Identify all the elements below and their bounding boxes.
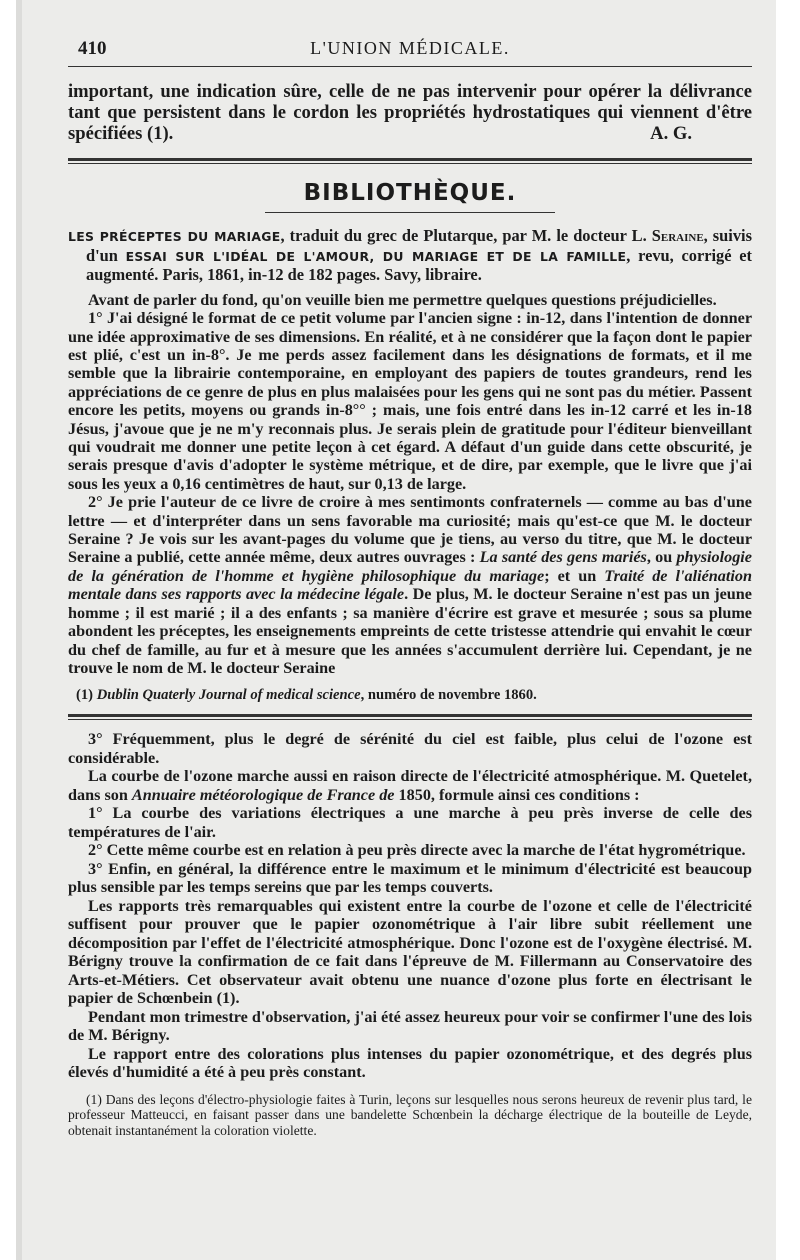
page-number: 410 [78, 38, 107, 59]
previous-article-end [68, 81, 752, 144]
review-paragraph: Avant de parler du fond, qu'on veuille bien me permettre quelques questions préjudicielles. [88, 290, 717, 309]
book-title: LES PRÉCEPTES DU MARIAGE [68, 229, 281, 244]
review-body [68, 291, 752, 678]
header-rule [68, 66, 752, 67]
article-signature: A. G. [650, 123, 692, 144]
article-paragraph: La courbe de l'ozone marche aussi en raison directe de l'électricité atmosphérique. M. Quetelet, dans son Annuaire météorologique de France de 1850, formule ainsi ces conditions : [68, 767, 752, 804]
section-title: BIBLIOTHÈQUE. [303, 180, 517, 206]
review-paragraph: 2° Je prie l'auteur de ce livre de croire à mes sentimonts confraternels — comme au bas d'une lettre — et d'interpréter dans un sens favorable ma curiosité; mais qu'est-ce que M. le docteur Seraine ? Je vois sur les avant-pages du volume que je tiens, au verso du titre, que M. le docteur Seraine a publié, cette année même, deux autres ouvrages : La santé des gens mariés, ou physiologie de la génération de l'homme et hygiène philosophique du mariage; et un Traité de l'aliénation mentale dans ses rapports avec la médecine légale. De plus, M. le docteur Seraine n'est pas un jeune homme ; il est marié ; il a des enfants ; sa manière d'écrire est grave et mesurée ; sous sa plume abondent les préceptes, les enseignements empreints de cette tristesse attendrie qui envahit le cœur du chef de famille, au fur et à mesure que les années s'accumulent derrière lui. Cependant, je ne trouve le nom de M. le docteur Seraine [68, 493, 752, 677]
column-separator [68, 714, 752, 720]
footnote: (1) Dans des leçons d'électro-physiologie faites à Turin, leçons sur lesquelles nous serons heureux de revenir plus tard, le professeur Matteucci, en faisant passer dans une bandelette Schœnbein la décharge électrique de la bouteille de Leyde, obtenait instantanément la coloration violette. [68, 1091, 752, 1138]
title-underline [265, 212, 555, 213]
article-paragraph: 3° Enfin, en général, la différence entre le maximum et le minimum d'électricité est beaucoup plus sensible par les temps sereins que par les temps couverts. [68, 859, 752, 897]
journal-name: Dublin Quaterly Journal of medical science [96, 687, 361, 704]
article-paragraph: 3° Fréquemment, plus le degré de sérénité du ciel est faible, plus celui de l'ozone est considérable. [68, 730, 752, 767]
review-paragraph: 1° J'ai désigné le format de ce petit volume par l'ancien signe : in-12, dans l'intention de donner une idée approximative de ses dimensions. En réalité, et à ne considérer que la façon dont le papier est plié, c'est un in-8°. Je me perds assez facilement dans les désignations de formats, et il me semble que la librairie contemporaine, en employant des papiers de toutes grandeurs, rend les appréciations de ce genre de plus en plus malaisées pour les gens qui ne sont pas du métier. Passent encore les petits, moyens ou grands in-8°° ; mais, une fois entré dans les in-12 carré et les in-18 Jésus, j'avoue que je ne m'y reconnais plus. Je serais plein de gratitude pour l'éditeur bienveillant qui voudrait me donner une petite leçon à cet égard. A défaut d'un guide dans cette obscurité, je serais presque d'avis d'adopter le système métrique, et de dire, par exemple, que le livre que j'ai sous les yeux a 0,16 centimètres de haut, sur 0,13 de large. [68, 309, 752, 493]
running-title: L'UNION MÉDICALE. [310, 38, 510, 58]
article-paragraph: Les rapports très remarquables qui existent entre la courbe de l'ozone et celle de l'électricité suffisent pour prouver que le papier ozonométrique à l'air libre subit réellement une décomposition par l'effet de l'électricité atmosphérique. Donc l'ozone est de l'oxygène électrisé. M. Bérigny trouve la confirmation de ce fait dans l'épreuve de M. Fillermann au Conservatoire des Arts-et-Métiers. Cet observateur avait obtenu une nuance d'ozone plus forte en électrisant le papier de Schœnbein (1). [68, 896, 752, 1008]
article-paragraph: Le rapport entre des colorations plus intenses du papier ozonométrique, et des degrés plus élevés d'humidité a été à peu près constant. [68, 1044, 752, 1082]
ozone-article [68, 730, 752, 1082]
footnote: (1) Dublin Quaterly Journal of medical science, numéro de novembre 1860. [76, 687, 537, 704]
previous-article-text: important, une indication sûre, celle de ne pas intervenir pour opérer la délivrance tant que persistent dans le cordon les propriétés hydrostatiques qui viennent d'être spécifiées (1). A. G. [68, 81, 752, 144]
article-paragraph: 1° La courbe des variations électriques a une marche à peu près inverse de celle des températures de l'air. [68, 804, 752, 841]
article-paragraph: Pendant mon trimestre d'observation, j'ai été assez heureux pour voir se confirmer l'une des lois de M. Bérigny. [68, 1007, 752, 1045]
book-author: Seraine [651, 226, 704, 245]
book-reference: LES PRÉCEPTES DU MARIAGE, traduit du grec de Plutarque, par M. le docteur L. Seraine, suivis d'un ESSAI SUR L'IDÉAL DE L'AMOUR, DU MARIAGE ET DE LA FAMILLE, revu, corrigé et augmenté. Paris, 1861, in-12 de 182 pages. Savy, libraire. [68, 226, 752, 285]
journal-page [16, 0, 776, 1260]
article-paragraph: 2° Cette même courbe est en relation à peu près directe avec la marche de l'état hygrométrique. [88, 841, 746, 860]
section-separator [68, 158, 752, 164]
page-header [68, 30, 752, 66]
essay-title: ESSAI SUR L'IDÉAL DE L'AMOUR, DU MARIAGE ET DE LA FAMILLE [125, 248, 627, 264]
